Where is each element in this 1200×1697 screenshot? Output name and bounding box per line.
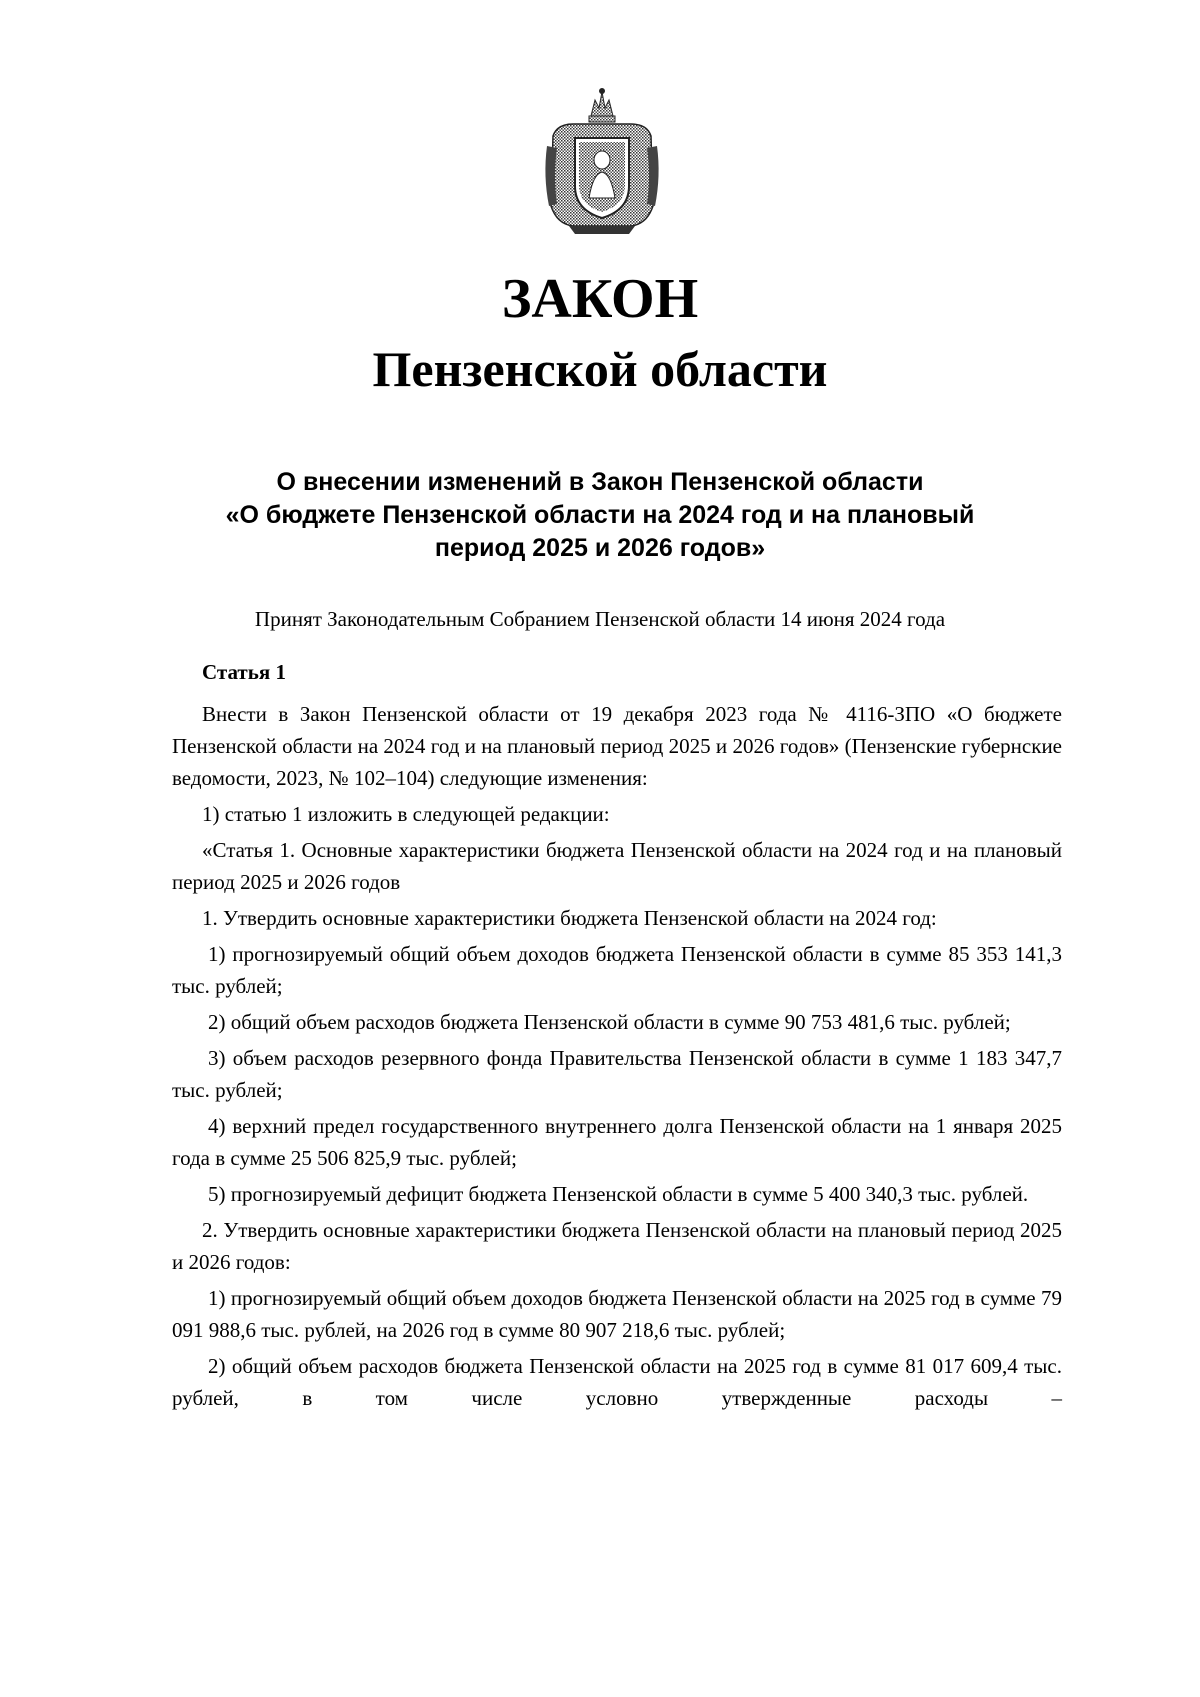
list-item: 3) объем расходов резервного фонда Правительства Пензенской области в сумме 1 183 347,7 тыс. рублей; [172, 1046, 1062, 1102]
quoted-article-title: «Статья 1. Основные характеристики бюджета Пензенской области на 2024 год и на плановый период 2025 и 2026 годов [172, 838, 1062, 894]
law-name [150, 466, 1050, 565]
document-subtitle: Пензенской области [372, 341, 828, 397]
adoption-note: Принят Законодательным Собранием Пензенской области 14 июня 2024 года [254, 607, 946, 631]
list-item: 1) прогнозируемый общий объем доходов бюджета Пензенской области на 2025 год в сумме 79 091 988,6 тыс. рублей, на 2026 год в сумме 80 907 218,6 тыс. рублей; [172, 1286, 1062, 1342]
list-item: 2) общий объем расходов бюджета Пензенской области на 2025 год в сумме 81 017 609,4 тыс. рублей, в том числе условно утвержденные расходы – [172, 1354, 1062, 1410]
list-item: 4) верхний предел государственного внутреннего долга Пензенской области на 1 января 2025 года в сумме 25 506 825,9 тыс. рублей; [172, 1114, 1062, 1170]
article-heading: Статья 1 [202, 660, 286, 684]
list-item: 5) прогнозируемый дефицит бюджета Пензенской области в сумме 5 400 340,3 тыс. рублей. [208, 1182, 1029, 1206]
article-body [172, 656, 1062, 1418]
article-point: 1) статью 1 изложить в следующей редакции: [202, 802, 610, 826]
law-name-line: «О бюджете Пензенской области на 2024 год и на плановый [225, 501, 975, 529]
list-item: 1) прогнозируемый общий объем доходов бюджета Пензенской области в сумме 85 353 141,3 тыс. рублей; [172, 942, 1062, 998]
article-intro: Внести в Закон Пензенской области от 19 декабря 2023 года № 4116-ЗПО «О бюджете Пензенской области на 2024 год и на плановый период 2025 и 2026 годов» (Пензенские губернские ведомости, 2023, № 102–104) следующие изменения: [172, 702, 1062, 790]
part-lead: 1. Утвердить основные характеристики бюджета Пензенской области на 2024 год: [202, 906, 937, 930]
penza-coat-of-arms-icon [543, 86, 661, 234]
part-lead: 2. Утвердить основные характеристики бюджета Пензенской области на плановый период 2025 и 2026 годов: [172, 1218, 1062, 1274]
law-name-line: период 2025 и 2026 годов» [434, 534, 766, 562]
law-name-line: О внесении изменений в Закон Пензенской области [276, 468, 924, 496]
list-item: 2) общий объем расходов бюджета Пензенской области в сумме 90 753 481,6 тыс. рублей; [208, 1010, 1011, 1034]
document-title: ЗАКОН [501, 268, 699, 330]
